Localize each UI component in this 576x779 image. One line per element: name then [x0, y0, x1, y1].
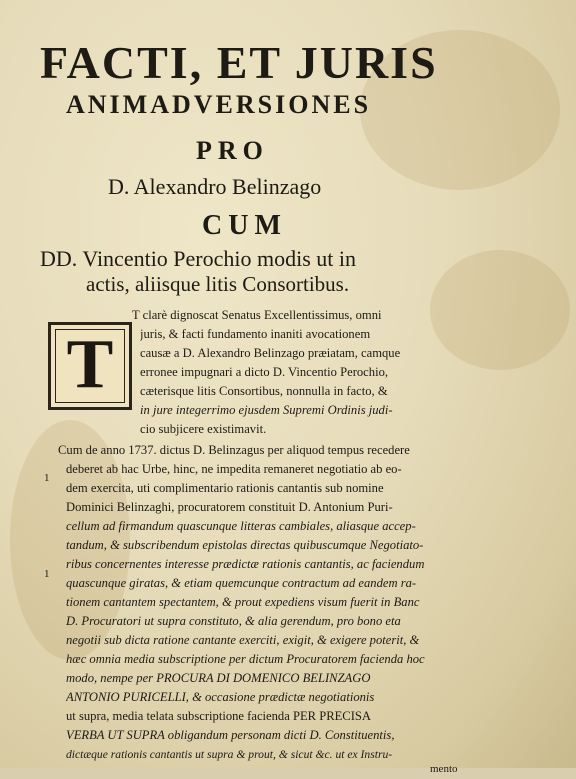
body-line: deberet ab hac Urbe, hinc, ne impedita remaneret negotiatio ab eo-	[66, 462, 402, 476]
body-line: Cum de anno 1737. dictus D. Belinzagus per aliquod tempus recedere	[58, 443, 410, 457]
body-line: negotii sub dicta ratione cantante exerciti, exigit, & exigere poterit, &	[66, 633, 420, 647]
title-line-4: D. Alexandro Belinzago	[108, 174, 322, 199]
body-line: in jure integerrimo ejusdem Supremi Ordinis judi-	[140, 403, 393, 417]
body-line: cio subjicere existimavit.	[140, 422, 267, 436]
title-line-7: actis, aliisque litis Consortibus.	[86, 272, 350, 296]
title-line-6: DD. Vincentio Perochio modis ut in	[40, 246, 357, 271]
margin-note: 1	[44, 472, 50, 484]
body-line: cellum ad firmandum quascunque litteras cambiales, aliasque accep-	[66, 519, 416, 533]
body-line: erronee impugnari a dicto D. Vincentio Perochio,	[140, 365, 389, 379]
title-line-3: PRO	[196, 136, 269, 165]
title-line-2: ANIMADVERSIONES	[66, 90, 372, 119]
body-line: T clarè dignoscat Senatus Excellentissimus, omni	[132, 308, 382, 322]
body-line: juris, & facti fundamento inaniti avocationem	[140, 327, 371, 341]
body-line: VERBA UT SUPRA obligandum personam dicti D. Constituentis,	[66, 728, 395, 742]
body-line: quascunque giratas, & etiam quemcunque contractum ad eandem ra-	[66, 576, 417, 590]
title-line-1: FACTI, ET JURIS	[40, 37, 438, 88]
body-line: modo, nempe per PROCURA DI DOMENICO BELINZAGO	[66, 671, 371, 685]
title-line-5: CUM	[202, 210, 287, 241]
body-line: tandum, & subscribendum epistolas directas quibuscumque Negotiato-	[66, 538, 424, 552]
body-line: causæ a D. Alexandro Belinzago præiatam, camque	[140, 346, 401, 360]
body-line: Dominici Belinzaghi, procuratorem constituit D. Antonium Puri-	[66, 500, 393, 514]
initial-letter: T	[66, 326, 114, 403]
body-line: dictæque rationis cantantis ut supra & prout, & sicut &c. ut ex Instru-	[66, 748, 393, 761]
body-line: ut supra, media telata subscriptione facienda PER PRECISA	[66, 709, 371, 723]
body-line: hæc omnia media subscriptione per dictum Procuratorem facienda hoc	[66, 652, 425, 666]
body-line: mento	[430, 763, 458, 775]
body-line: tionem cantantem spectantem, & prout expediens visum fuerit in Banc	[66, 595, 420, 609]
body-line: ribus concernentes interesse prædictæ rationis cantantis, ac faciendum	[66, 557, 425, 571]
decorated-initial	[48, 322, 132, 410]
body-line: dem exercita, uti complimentario rationis cantantis sub nomine	[66, 481, 384, 495]
body-line: ANTONIO PURICELLI, & occasione prædictæ negotiationis	[66, 690, 375, 704]
body-line: cæterisque litis Consortibus, nonnulla in facto, &	[140, 384, 388, 398]
body-line: D. Procuratori ut supra constituto, & alia gerendum, pro bono eta	[66, 614, 401, 628]
margin-note: 1	[44, 568, 50, 580]
